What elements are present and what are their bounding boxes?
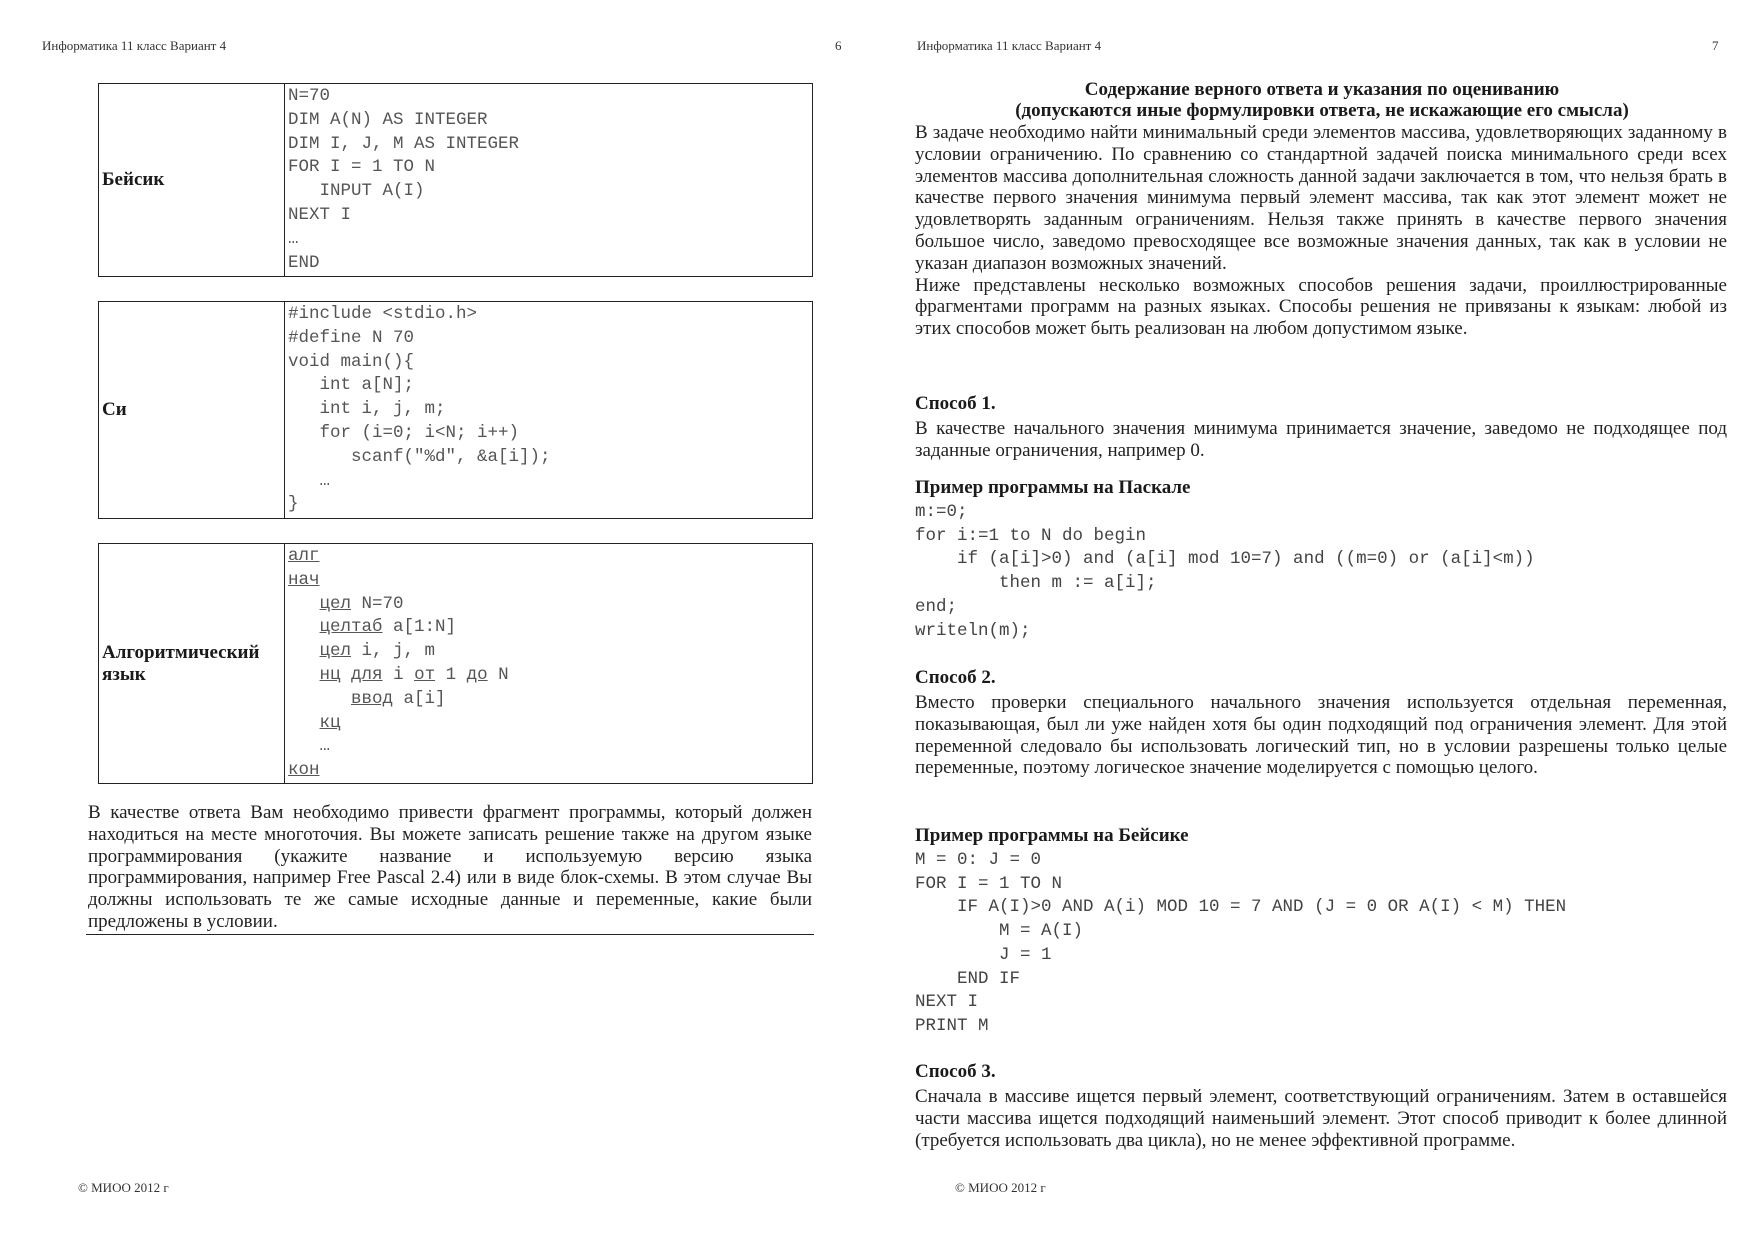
code-table-c xyxy=(98,301,813,519)
code-line xyxy=(288,545,812,569)
code-cell xyxy=(285,544,812,783)
keyword: кц xyxy=(319,712,341,733)
code-line xyxy=(288,640,812,664)
keyword: нц xyxy=(319,664,341,685)
divider xyxy=(86,934,814,935)
code-line: INPUT A(I) xyxy=(288,181,425,202)
code-text xyxy=(341,665,352,685)
code-line: then m := a[i]; xyxy=(915,573,1157,594)
footer-copyright: © МИОО 2012 г xyxy=(78,1180,169,1195)
code-text: i, j, m xyxy=(351,641,436,662)
code-line: int a[N]; xyxy=(288,375,415,396)
code-text xyxy=(288,713,320,733)
code-line xyxy=(288,664,812,688)
method-2-text: Вместо проверки специального начального значения используется отдельная переменная, показывающая, был ли уже найден хотя бы один подходящий под ограничения элемент. Для этой переменной следовало бы использовать логический тип, но в условии разрешены только целые переменные, поэтому логическое значение моделируется с помощью целого. xyxy=(915,692,1727,779)
code-line: … xyxy=(288,470,331,491)
method-1-text: В качестве начального значения минимума принимается значение, заведомо не подходящее под заданные ограничения, например 0. xyxy=(915,418,1727,461)
keyword: до xyxy=(466,664,488,685)
section-heading: Содержание верного ответа и указания по оцениванию xyxy=(1084,79,1560,100)
pascal-code xyxy=(915,501,1535,643)
code-line: m:=0; xyxy=(915,502,968,522)
method-1-title: Способ 1. xyxy=(915,393,996,414)
section-subheading: (допускаются иные формулировки ответа, не искажающие его смысла) xyxy=(1015,100,1629,121)
code-cell xyxy=(285,84,812,276)
code-table-basic xyxy=(98,83,813,277)
code-text xyxy=(288,689,351,709)
code-line: DIM I, J, M AS INTEGER xyxy=(288,133,520,154)
code-line xyxy=(288,688,812,712)
answer-instructions: В качестве ответа Вам необходимо привести фрагмент программы, который должен находиться на месте многоточия. Вы можете записать решение также на другом языке программирования (укажите название и используемую версию языка программирования, например Free Pascal 2.4) или в виде блок-схемы. В этом случае Вы должны использовать те же самые исходные данные и переменные, какие были предложены в условии. xyxy=(88,802,812,932)
code-text: N xyxy=(487,664,509,685)
keyword: целтаб xyxy=(319,617,383,638)
language-label: Си xyxy=(99,302,285,518)
method-3-text: Сначала в массиве ищется первый элемент, соответствующий ограничениям. Затем в оставшейся части массива ищется подходящий наименьший элемент. Этот способ приводит к более длинной (требуется использовать два цикла), но не менее эффективной программе. xyxy=(915,1086,1727,1151)
code-text: i xyxy=(382,664,415,685)
code-line: N=70 xyxy=(288,86,331,106)
intro-paragraph-1: В задаче необходимо найти минимальный среди элементов массива, удовлетворяющих заданному в условии ограничению. По сравнению со стандартной задачей поиска минимального среди всех элементов массива дополнительная сложность данной задачи заключается в том, что нельзя брать в качестве первого значения минимума первый элемент массива, так как этот элемент может не удовлетворять заданным ограничениям. Нельзя также принять в качестве первого значения большое число, заведомо превосходящее все возможные значения данных, так как в условии не указан диапазон возможных значений. xyxy=(915,122,1727,274)
code-text xyxy=(288,641,320,661)
code-text xyxy=(288,594,320,614)
code-line: PRINT M xyxy=(915,1015,989,1036)
keyword: для xyxy=(351,664,383,685)
header-title: Информатика 11 класс Вариант 4 xyxy=(42,38,227,53)
code-line: DIM A(N) AS INTEGER xyxy=(288,109,488,130)
header-title: Информатика 11 класс Вариант 4 xyxy=(917,38,1102,53)
code-text xyxy=(288,617,320,637)
code-text: a[1:N] xyxy=(382,617,457,638)
code-line: J = 1 xyxy=(915,944,1052,965)
code-line: for (i=0; i<N; i++) xyxy=(288,422,520,443)
language-label: Бейсик xyxy=(99,84,285,276)
code-line: FOR I = 1 TO N xyxy=(915,873,1063,894)
keyword: нач xyxy=(288,569,320,590)
code-table-algorithmic xyxy=(98,543,813,784)
code-line: NEXT I xyxy=(288,204,352,225)
page-number: 6 xyxy=(835,38,842,53)
language-label: Алгоритмический язык xyxy=(99,544,285,783)
code-text: … xyxy=(288,736,331,757)
code-text: 1 xyxy=(435,664,467,685)
code-line: FOR I = 1 TO N xyxy=(288,157,436,178)
intro-paragraph-2: Ниже представлены несколько возможных способов решения задачи, проиллюстрированные фрагментами программ на разных языках. Способы решения не привязаны к языкам: любой из этих способов может быть реализован на любом допустимом языке. xyxy=(915,274,1727,340)
code-line: … xyxy=(288,228,299,249)
code-line xyxy=(288,735,812,759)
code-line: #include <stdio.h> xyxy=(288,304,478,324)
code-line xyxy=(288,569,812,593)
keyword: ввод xyxy=(351,688,394,709)
code-line: END xyxy=(288,252,320,273)
code-line: #define N 70 xyxy=(288,327,415,348)
code-line: IF A(I)>0 AND A(i) MOD 10 = 7 AND (J = 0 OR A(I) < M) THEN xyxy=(915,897,1567,918)
keyword: кон xyxy=(288,760,320,781)
method-2-title: Способ 2. xyxy=(915,667,996,688)
code-line xyxy=(288,593,812,617)
keyword: цел xyxy=(319,641,352,662)
code-line: NEXT I xyxy=(915,992,979,1013)
code-text: a[i] xyxy=(393,688,446,709)
keyword: от xyxy=(414,664,436,685)
code-line: } xyxy=(288,494,299,515)
code-line: M = A(I) xyxy=(915,921,1084,942)
page-number: 7 xyxy=(1712,38,1719,53)
code-line: end; xyxy=(915,596,958,617)
code-line: void main(){ xyxy=(288,351,415,372)
right-page xyxy=(877,0,1754,1239)
keyword: цел xyxy=(319,593,352,614)
footer-copyright: © МИОО 2012 г xyxy=(955,1180,1046,1195)
code-line: END IF xyxy=(915,968,1021,989)
method-3-title: Способ 3. xyxy=(915,1061,996,1082)
code-line: writeln(m); xyxy=(915,620,1031,641)
code-line: if (a[i]>0) and (a[i] mod 10=7) and ((m=0) or (a[i]<m)) xyxy=(915,549,1535,570)
intro-paragraphs xyxy=(915,122,1727,340)
code-line: M = 0: J = 0 xyxy=(915,850,1042,870)
code-line: scanf("%d", &a[i]); xyxy=(288,446,551,467)
code-cell xyxy=(285,302,812,518)
code-line xyxy=(288,712,812,736)
code-line xyxy=(288,616,812,640)
basic-example-title: Пример программы на Бейсике xyxy=(915,825,1189,846)
code-line: int i, j, m; xyxy=(288,399,446,420)
code-text: N=70 xyxy=(351,593,404,614)
code-text xyxy=(288,665,320,685)
code-line: for i:=1 to N do begin xyxy=(915,525,1147,546)
basic-code xyxy=(915,849,1566,1039)
pascal-example-title: Пример программы на Паскале xyxy=(915,477,1191,498)
code-line xyxy=(288,759,812,783)
keyword: алг xyxy=(288,546,320,566)
